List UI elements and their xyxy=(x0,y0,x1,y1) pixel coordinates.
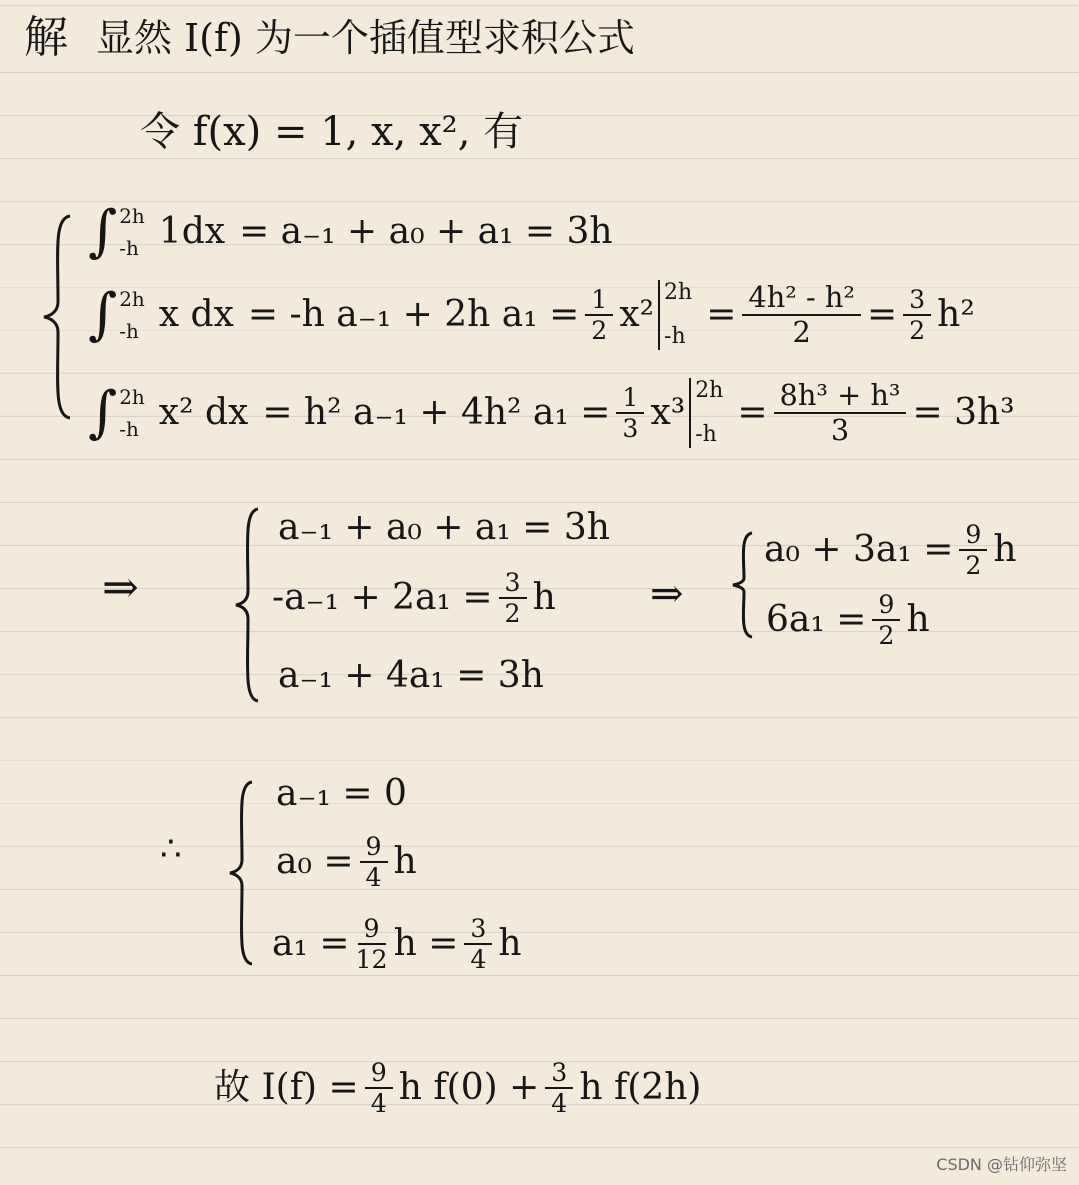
conclusion-frac-2 xyxy=(545,1058,573,1119)
equation-3-eq: = xyxy=(737,392,768,433)
equation-3-fraction xyxy=(774,378,907,447)
solution-row-3 xyxy=(272,914,522,975)
equation-3-coef-num: 1 xyxy=(616,385,644,414)
equation-3-primitive: x³ xyxy=(650,392,686,433)
solution-row-3-text: a₁ = xyxy=(272,923,350,965)
equation-2-primitive: x² xyxy=(619,294,655,335)
watermark: CSDN @钻仰弥坚 xyxy=(936,1155,1067,1174)
equation-1 xyxy=(88,200,613,264)
equation-2-eval-lower: -h xyxy=(664,324,686,349)
system-1-row-2 xyxy=(272,568,556,629)
equation-2-result-frac xyxy=(903,284,931,345)
integral-3: ∫ 2h -h xyxy=(88,380,145,445)
conclusion-tail: h f(2h) xyxy=(579,1067,702,1109)
system-1-row-2-text: -a₋₁ + 2a₁ = xyxy=(272,577,493,619)
system-1-row-1-text: a₋₁ + a₀ + a₁ = 3h xyxy=(278,507,610,548)
conclusion-num-2: 3 xyxy=(545,1060,573,1089)
system-2-row-2-tail: h xyxy=(906,599,930,641)
solution-row-1-text: a₋₁ = 0 xyxy=(276,773,407,814)
conclusion-den-2: 4 xyxy=(551,1089,568,1119)
solution-row-3-tail: h xyxy=(498,923,522,965)
equation-3-frac-num: 8h³ + h³ xyxy=(774,381,907,414)
conclusion-lead: 故 I(f) = xyxy=(214,1067,359,1109)
equation-2-frac-den: 2 xyxy=(792,315,811,349)
equation-1-integrand: 1dx xyxy=(158,211,226,252)
equation-3-coef-den: 3 xyxy=(622,414,639,443)
system-2-row-1 xyxy=(764,520,1017,581)
solution-row-1 xyxy=(276,773,407,814)
equation-2 xyxy=(88,280,975,350)
therefore-symbol xyxy=(160,829,182,869)
equation-3 xyxy=(88,378,1015,448)
implies-arrow-1: ⇒ xyxy=(102,562,139,613)
equation-3-eval-upper: 2h xyxy=(695,378,724,403)
solution-row-2-tail: h xyxy=(393,841,417,883)
equation-3-integrand: x² dx xyxy=(158,392,249,433)
system-2-row-2-den: 2 xyxy=(878,621,895,651)
equation-2-coef xyxy=(585,284,613,345)
equation-2-eval-upper: 2h xyxy=(664,280,693,305)
equation-3-eval-bar xyxy=(689,378,723,448)
integral-2-upper: 2h xyxy=(119,287,145,311)
setup-line xyxy=(140,109,524,155)
therefore-text: ∴ xyxy=(160,829,182,869)
system-2-row-2 xyxy=(766,590,930,651)
equation-2-fraction xyxy=(742,280,861,349)
equation-3-result: = 3h³ xyxy=(912,392,1015,433)
system-2-row-1-text: a₀ + 3a₁ = xyxy=(764,529,954,571)
system-1-row-1 xyxy=(278,507,610,548)
equation-2-coef-num: 1 xyxy=(585,287,613,316)
equation-2-frac-num: 4h² - h² xyxy=(742,283,861,316)
integral-1: ∫ 2h -h xyxy=(88,199,145,264)
equation-2-mid: = -h a₋₁ + 2h a₁ = xyxy=(247,294,580,335)
integral-2-lower: -h xyxy=(119,319,139,343)
integral-1-upper: 2h xyxy=(119,204,145,228)
solution-row-2-text: a₀ = xyxy=(276,841,354,883)
system-2-row-1-num: 9 xyxy=(959,522,987,551)
system-1-row-2-tail: h xyxy=(532,577,556,619)
equation-1-rhs: = a₋₁ + a₀ + a₁ = 3h xyxy=(239,211,613,252)
system-2-row-2-num: 9 xyxy=(872,592,900,621)
system-2-row-2-text: 6a₁ = xyxy=(766,599,867,641)
solution-row-3-num-2: 3 xyxy=(464,916,492,945)
solution-row-2 xyxy=(276,832,417,893)
equation-2-res-num: 3 xyxy=(903,287,931,316)
solution-row-3-den-2: 4 xyxy=(470,945,487,975)
equation-2-res-den: 2 xyxy=(909,316,926,345)
solution-row-3-num-1: 9 xyxy=(358,916,386,945)
conclusion-line xyxy=(214,1058,702,1119)
equation-3-eval-lower: -h xyxy=(695,422,717,447)
intro-line xyxy=(24,12,635,63)
conclusion-frac-1 xyxy=(365,1058,393,1119)
system-1-row-3 xyxy=(278,655,544,696)
equation-2-coef-den: 2 xyxy=(591,316,608,345)
implies-arrow-2: ⇒ xyxy=(650,571,684,617)
solution-row-2-num: 9 xyxy=(360,834,388,863)
equation-2-eq: = xyxy=(706,294,737,335)
setup-text: 令 f(x) = 1, x, x², 有 xyxy=(140,109,524,155)
solution-row-3-frac-1 xyxy=(355,914,388,975)
system-1-row-2-den: 2 xyxy=(504,599,521,629)
system-2-arrow xyxy=(650,571,684,617)
equation-2-result-tail: h² xyxy=(937,294,975,335)
integral-3-upper: 2h xyxy=(119,385,145,409)
solution-label: 解 xyxy=(24,12,68,63)
equation-3-coef xyxy=(616,382,644,443)
integral-2: ∫ 2h -h xyxy=(88,282,145,347)
solution-brace xyxy=(226,778,256,968)
system-2-row-1-den: 2 xyxy=(965,551,982,581)
equation-2-res-eq: = xyxy=(866,294,898,335)
solution-row-2-frac xyxy=(360,832,388,893)
system-1-brace xyxy=(232,505,262,705)
equation-3-frac-den: 3 xyxy=(830,413,850,447)
equation-2-integrand: x dx xyxy=(158,294,234,335)
system-2-brace xyxy=(730,530,756,640)
system-2-row-1-tail: h xyxy=(993,529,1017,571)
solution-row-3-mid: h = xyxy=(393,923,459,965)
system-1-row-3-text: a₋₁ + 4a₁ = 3h xyxy=(278,655,544,696)
solution-row-3-den-1: 12 xyxy=(355,945,388,975)
system-2-row-1-frac xyxy=(959,520,987,581)
intro-text: 显然 I(f) 为一个插值型求积公式 xyxy=(96,16,635,60)
conclusion-num-1: 9 xyxy=(365,1060,393,1089)
integral-3-lower: -h xyxy=(119,417,139,441)
system-1-arrow xyxy=(102,562,139,613)
equation-3-mid: = h² a₋₁ + 4h² a₁ = xyxy=(262,392,611,433)
equation-2-eval-bar xyxy=(658,280,692,350)
system-brace-integrals xyxy=(40,212,74,422)
conclusion-den-1: 4 xyxy=(370,1089,387,1119)
system-2-row-2-frac xyxy=(872,590,900,651)
solution-row-2-den: 4 xyxy=(365,863,382,893)
conclusion-mid: h f(0) + xyxy=(398,1067,540,1109)
solution-row-3-frac-2 xyxy=(464,914,492,975)
integral-1-lower: -h xyxy=(119,236,139,260)
system-1-row-2-num: 3 xyxy=(499,570,527,599)
system-1-row-2-frac xyxy=(499,568,527,629)
